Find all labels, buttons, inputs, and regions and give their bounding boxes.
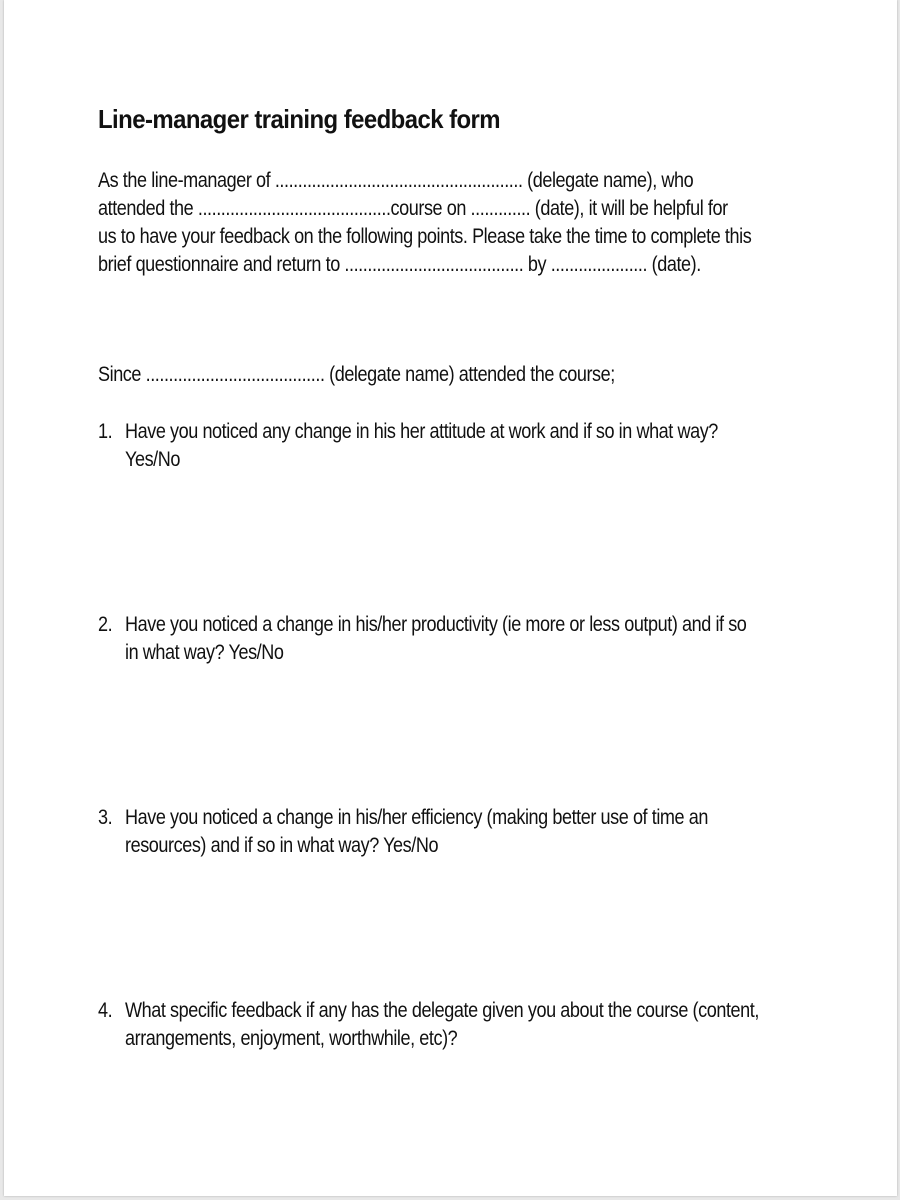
question-text: Have you noticed a change in his/her productivity (ie more or less output) and if so <box>125 613 747 636</box>
intro-line: us to have your feedback on the following points. Please take the time to complete this <box>98 225 752 248</box>
intro-line: attended the ..........................................course on ............. (date), it will be helpful for <box>98 197 728 220</box>
question-number: 2. <box>98 613 113 636</box>
question-text: arrangements, enjoyment, worthwhile, etc)? <box>125 1027 458 1050</box>
question-number: 1. <box>98 420 113 443</box>
document-page <box>4 0 897 1196</box>
intro-line: As the line-manager of ...................................................... (delegate name), who <box>98 169 694 192</box>
question-text: in what way? Yes/No <box>125 641 284 664</box>
form-title: Line-manager training feedback form <box>98 104 501 134</box>
intro-line: brief questionnaire and return to ....................................... by ..................... (date). <box>98 253 701 276</box>
question-text: Have you noticed any change in his her attitude at work and if so in what way? <box>125 420 718 443</box>
question-text: resources) and if so in what way? Yes/No <box>125 834 439 857</box>
question-text: Yes/No <box>125 448 180 471</box>
question-number: 3. <box>98 806 113 829</box>
since-line: Since ....................................... (delegate name) attended the course; <box>98 363 615 386</box>
question-text: What specific feedback if any has the delegate given you about the course (content, <box>125 999 759 1022</box>
question-number: 4. <box>98 999 113 1022</box>
question-text: Have you noticed a change in his/her efficiency (making better use of time an <box>125 806 708 829</box>
